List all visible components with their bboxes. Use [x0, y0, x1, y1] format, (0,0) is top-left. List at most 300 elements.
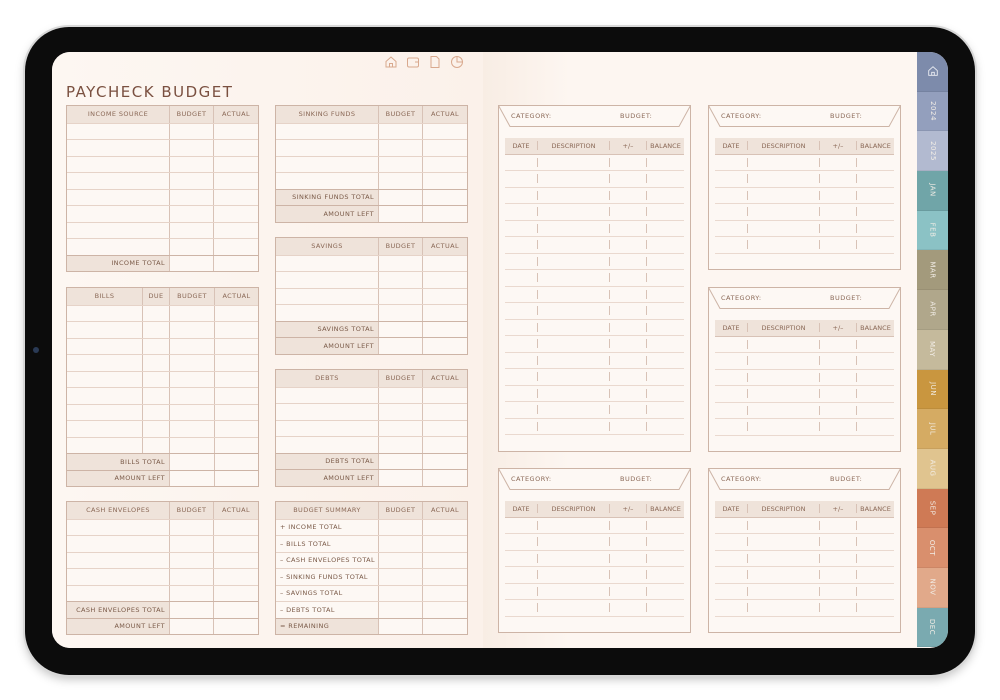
- actual-cell[interactable]: [422, 553, 467, 569]
- ledger-cell[interactable]: [609, 224, 646, 233]
- table-cell[interactable]: [214, 421, 258, 437]
- ledger-cell[interactable]: [505, 570, 537, 579]
- ledger-cell[interactable]: [747, 224, 819, 233]
- budget-cell[interactable]: [378, 190, 422, 206]
- ledger-cell[interactable]: [646, 422, 684, 431]
- table-cell[interactable]: [378, 437, 422, 453]
- ledger-cell[interactable]: [537, 587, 609, 596]
- document-icon[interactable]: [428, 54, 442, 68]
- ledger-cell[interactable]: [537, 191, 609, 200]
- ledger-cell[interactable]: [715, 570, 747, 579]
- ledger-cell[interactable]: [537, 339, 609, 348]
- ledger-cell[interactable]: [609, 422, 646, 431]
- table-cell[interactable]: [67, 421, 142, 437]
- table-cell[interactable]: [169, 173, 213, 189]
- ledger-cell[interactable]: [856, 240, 894, 249]
- budget-cell[interactable]: [169, 602, 213, 618]
- table-cell[interactable]: [67, 190, 169, 206]
- ledger-cell[interactable]: [609, 372, 646, 381]
- tab-may[interactable]: [917, 330, 948, 370]
- ledger-cell[interactable]: [646, 603, 684, 612]
- ledger-cell[interactable]: [505, 521, 537, 530]
- table-cell[interactable]: [213, 223, 258, 239]
- budget-cell[interactable]: [378, 602, 422, 618]
- pie-chart-icon[interactable]: [450, 54, 464, 68]
- ledger-cell[interactable]: [505, 603, 537, 612]
- ledger-cell[interactable]: [537, 356, 609, 365]
- ledger-cell[interactable]: [505, 224, 537, 233]
- ledger-cell[interactable]: [715, 373, 747, 382]
- table-cell[interactable]: [422, 124, 467, 140]
- ledger-cell[interactable]: [609, 323, 646, 332]
- table-cell[interactable]: [422, 404, 467, 420]
- ledger-cell[interactable]: [747, 207, 819, 216]
- table-cell[interactable]: [67, 124, 169, 140]
- ledger-cell[interactable]: [505, 554, 537, 563]
- ledger-cell[interactable]: [646, 389, 684, 398]
- ledger-cell[interactable]: [646, 257, 684, 266]
- tab-jul[interactable]: [917, 409, 948, 449]
- category-label[interactable]: CATEGORY:: [721, 294, 762, 302]
- table-cell[interactable]: [67, 339, 142, 355]
- ledger-cell[interactable]: [646, 405, 684, 414]
- table-cell[interactable]: [169, 157, 213, 173]
- ledger-cell[interactable]: [609, 603, 646, 612]
- ledger-cell[interactable]: [819, 340, 856, 349]
- ledger-cell[interactable]: [609, 191, 646, 200]
- ledger-cell[interactable]: [505, 174, 537, 183]
- ledger-cell[interactable]: [819, 554, 856, 563]
- actual-cell[interactable]: [214, 454, 258, 470]
- ledger-cell[interactable]: [505, 372, 537, 381]
- ledger-cell[interactable]: [715, 554, 747, 563]
- ledger-cell[interactable]: [715, 389, 747, 398]
- ledger-cell[interactable]: [715, 406, 747, 415]
- actual-cell[interactable]: [422, 190, 467, 206]
- ledger-cell[interactable]: [856, 224, 894, 233]
- ledger-cell[interactable]: [715, 224, 747, 233]
- budget-cell[interactable]: [378, 338, 422, 354]
- ledger-cell[interactable]: [646, 174, 684, 183]
- ledger-cell[interactable]: [715, 340, 747, 349]
- ledger-cell[interactable]: [856, 340, 894, 349]
- table-cell[interactable]: [142, 421, 169, 437]
- table-cell[interactable]: [67, 306, 142, 322]
- table-cell[interactable]: [142, 388, 169, 404]
- budget-cell[interactable]: [378, 454, 422, 470]
- ledger-cell[interactable]: [646, 290, 684, 299]
- ledger-cell[interactable]: [856, 158, 894, 167]
- ledger-cell[interactable]: [537, 306, 609, 315]
- ledger-cell[interactable]: [819, 521, 856, 530]
- table-cell[interactable]: [276, 157, 378, 173]
- ledger-cell[interactable]: [537, 554, 609, 563]
- ledger-cell[interactable]: [819, 191, 856, 200]
- table-cell[interactable]: [169, 322, 214, 338]
- tab-oct[interactable]: [917, 528, 948, 568]
- table-cell[interactable]: [378, 140, 422, 156]
- ledger-cell[interactable]: [715, 521, 747, 530]
- ledger-cell[interactable]: [537, 290, 609, 299]
- table-cell[interactable]: [142, 438, 169, 454]
- tab-apr[interactable]: [917, 290, 948, 330]
- actual-cell[interactable]: [422, 454, 467, 470]
- ledger-cell[interactable]: [819, 158, 856, 167]
- table-cell[interactable]: [276, 173, 378, 189]
- tab-home[interactable]: [917, 52, 948, 92]
- ledger-cell[interactable]: [505, 537, 537, 546]
- budget-cell[interactable]: [378, 569, 422, 585]
- ledger-cell[interactable]: [715, 537, 747, 546]
- actual-cell[interactable]: [422, 470, 467, 486]
- table-cell[interactable]: [169, 223, 213, 239]
- table-cell[interactable]: [67, 520, 169, 536]
- table-cell[interactable]: [67, 586, 169, 602]
- ledger-cell[interactable]: [646, 587, 684, 596]
- ledger-cell[interactable]: [646, 356, 684, 365]
- ledger-cell[interactable]: [505, 191, 537, 200]
- ledger-cell[interactable]: [819, 224, 856, 233]
- table-cell[interactable]: [213, 157, 258, 173]
- ledger-cell[interactable]: [646, 537, 684, 546]
- category-label[interactable]: CATEGORY:: [721, 112, 762, 120]
- ledger-cell[interactable]: [505, 257, 537, 266]
- ledger-cell[interactable]: [819, 356, 856, 365]
- table-cell[interactable]: [378, 305, 422, 321]
- ledger-cell[interactable]: [609, 537, 646, 546]
- table-cell[interactable]: [422, 173, 467, 189]
- ledger-cell[interactable]: [505, 207, 537, 216]
- budget-cell[interactable]: [169, 471, 214, 487]
- table-cell[interactable]: [214, 388, 258, 404]
- ledger-cell[interactable]: [505, 158, 537, 167]
- table-cell[interactable]: [378, 256, 422, 272]
- ledger-cell[interactable]: [646, 339, 684, 348]
- budget-cell[interactable]: [378, 536, 422, 552]
- table-cell[interactable]: [142, 405, 169, 421]
- budget-cell[interactable]: [378, 206, 422, 222]
- table-cell[interactable]: [214, 355, 258, 371]
- ledger-cell[interactable]: [747, 356, 819, 365]
- table-cell[interactable]: [378, 173, 422, 189]
- table-cell[interactable]: [422, 157, 467, 173]
- ledger-cell[interactable]: [609, 570, 646, 579]
- table-cell[interactable]: [67, 355, 142, 371]
- ledger-cell[interactable]: [537, 240, 609, 249]
- ledger-cell[interactable]: [747, 537, 819, 546]
- ledger-cell[interactable]: [646, 240, 684, 249]
- table-cell[interactable]: [213, 124, 258, 140]
- ledger-cell[interactable]: [856, 191, 894, 200]
- budget-cell[interactable]: [378, 520, 422, 536]
- ledger-cell[interactable]: [856, 554, 894, 563]
- ledger-cell[interactable]: [819, 570, 856, 579]
- budget-cell[interactable]: [378, 553, 422, 569]
- table-cell[interactable]: [213, 239, 258, 255]
- budget-label[interactable]: BUDGET:: [620, 475, 653, 483]
- ledger-cell[interactable]: [505, 273, 537, 282]
- category-label[interactable]: CATEGORY:: [511, 112, 552, 120]
- ledger-cell[interactable]: [856, 570, 894, 579]
- ledger-cell[interactable]: [537, 521, 609, 530]
- ledger-cell[interactable]: [747, 554, 819, 563]
- budget-cell[interactable]: [378, 470, 422, 486]
- ledger-cell[interactable]: [747, 422, 819, 431]
- table-cell[interactable]: [142, 355, 169, 371]
- ledger-cell[interactable]: [646, 570, 684, 579]
- table-cell[interactable]: [169, 553, 213, 569]
- budget-cell[interactable]: [378, 619, 422, 635]
- table-cell[interactable]: [276, 421, 378, 437]
- ledger-cell[interactable]: [819, 587, 856, 596]
- ledger-cell[interactable]: [505, 290, 537, 299]
- table-cell[interactable]: [169, 536, 213, 552]
- table-cell[interactable]: [169, 372, 214, 388]
- table-cell[interactable]: [213, 206, 258, 222]
- wallet-icon[interactable]: [406, 54, 420, 68]
- ledger-cell[interactable]: [646, 158, 684, 167]
- table-cell[interactable]: [169, 190, 213, 206]
- ledger-cell[interactable]: [715, 207, 747, 216]
- table-cell[interactable]: [213, 520, 258, 536]
- table-cell[interactable]: [67, 173, 169, 189]
- table-cell[interactable]: [169, 306, 214, 322]
- table-cell[interactable]: [422, 272, 467, 288]
- ledger-cell[interactable]: [537, 224, 609, 233]
- ledger-cell[interactable]: [747, 174, 819, 183]
- table-cell[interactable]: [422, 256, 467, 272]
- table-cell[interactable]: [169, 421, 214, 437]
- table-cell[interactable]: [213, 569, 258, 585]
- ledger-cell[interactable]: [856, 373, 894, 382]
- table-cell[interactable]: [169, 124, 213, 140]
- ledger-cell[interactable]: [715, 603, 747, 612]
- table-cell[interactable]: [169, 569, 213, 585]
- table-cell[interactable]: [378, 157, 422, 173]
- table-cell[interactable]: [142, 322, 169, 338]
- ledger-cell[interactable]: [609, 174, 646, 183]
- table-cell[interactable]: [422, 388, 467, 404]
- ledger-cell[interactable]: [537, 174, 609, 183]
- ledger-cell[interactable]: [537, 603, 609, 612]
- ledger-cell[interactable]: [856, 207, 894, 216]
- table-cell[interactable]: [169, 388, 214, 404]
- budget-cell[interactable]: [378, 322, 422, 338]
- table-cell[interactable]: [378, 272, 422, 288]
- ledger-cell[interactable]: [537, 389, 609, 398]
- tab-feb[interactable]: [917, 211, 948, 251]
- actual-cell[interactable]: [422, 586, 467, 602]
- table-cell[interactable]: [67, 388, 142, 404]
- budget-cell[interactable]: [169, 454, 214, 470]
- budget-label[interactable]: BUDGET:: [830, 475, 863, 483]
- actual-cell[interactable]: [214, 471, 258, 487]
- table-cell[interactable]: [214, 438, 258, 454]
- ledger-cell[interactable]: [537, 323, 609, 332]
- ledger-cell[interactable]: [715, 174, 747, 183]
- table-cell[interactable]: [214, 405, 258, 421]
- ledger-cell[interactable]: [715, 158, 747, 167]
- ledger-cell[interactable]: [856, 521, 894, 530]
- table-cell[interactable]: [276, 305, 378, 321]
- ledger-cell[interactable]: [505, 356, 537, 365]
- tab-aug[interactable]: [917, 449, 948, 489]
- home-icon[interactable]: [384, 54, 398, 68]
- ledger-cell[interactable]: [747, 158, 819, 167]
- ledger-cell[interactable]: [537, 257, 609, 266]
- actual-cell[interactable]: [422, 520, 467, 536]
- table-cell[interactable]: [67, 536, 169, 552]
- table-cell[interactable]: [213, 586, 258, 602]
- tab-sep[interactable]: [917, 489, 948, 529]
- table-cell[interactable]: [67, 553, 169, 569]
- ledger-cell[interactable]: [819, 174, 856, 183]
- ledger-cell[interactable]: [646, 323, 684, 332]
- ledger-cell[interactable]: [856, 174, 894, 183]
- ledger-cell[interactable]: [609, 240, 646, 249]
- ledger-cell[interactable]: [747, 603, 819, 612]
- ledger-cell[interactable]: [715, 240, 747, 249]
- ledger-cell[interactable]: [819, 207, 856, 216]
- ledger-cell[interactable]: [646, 207, 684, 216]
- ledger-cell[interactable]: [537, 158, 609, 167]
- ledger-cell[interactable]: [747, 521, 819, 530]
- table-cell[interactable]: [169, 239, 213, 255]
- table-cell[interactable]: [276, 272, 378, 288]
- table-cell[interactable]: [213, 173, 258, 189]
- budget-label[interactable]: BUDGET:: [830, 294, 863, 302]
- actual-cell[interactable]: [422, 619, 467, 635]
- tab-dec[interactable]: [917, 608, 948, 648]
- ledger-cell[interactable]: [505, 405, 537, 414]
- ledger-cell[interactable]: [609, 405, 646, 414]
- ledger-cell[interactable]: [646, 224, 684, 233]
- ledger-cell[interactable]: [609, 273, 646, 282]
- ledger-cell[interactable]: [856, 422, 894, 431]
- table-cell[interactable]: [169, 405, 214, 421]
- table-cell[interactable]: [169, 586, 213, 602]
- table-cell[interactable]: [213, 553, 258, 569]
- ledger-cell[interactable]: [609, 207, 646, 216]
- ledger-cell[interactable]: [609, 290, 646, 299]
- ledger-cell[interactable]: [646, 372, 684, 381]
- table-cell[interactable]: [213, 536, 258, 552]
- ledger-cell[interactable]: [819, 422, 856, 431]
- table-cell[interactable]: [276, 289, 378, 305]
- category-label[interactable]: CATEGORY:: [721, 475, 762, 483]
- ledger-cell[interactable]: [747, 340, 819, 349]
- table-cell[interactable]: [142, 339, 169, 355]
- ledger-cell[interactable]: [537, 537, 609, 546]
- table-cell[interactable]: [276, 388, 378, 404]
- table-cell[interactable]: [67, 206, 169, 222]
- ledger-cell[interactable]: [747, 587, 819, 596]
- budget-label[interactable]: BUDGET:: [830, 112, 863, 120]
- ledger-cell[interactable]: [747, 570, 819, 579]
- ledger-cell[interactable]: [856, 356, 894, 365]
- ledger-cell[interactable]: [609, 554, 646, 563]
- ledger-cell[interactable]: [819, 373, 856, 382]
- ledger-cell[interactable]: [856, 603, 894, 612]
- table-cell[interactable]: [213, 140, 258, 156]
- table-cell[interactable]: [67, 322, 142, 338]
- ledger-cell[interactable]: [609, 521, 646, 530]
- ledger-cell[interactable]: [856, 389, 894, 398]
- ledger-cell[interactable]: [646, 521, 684, 530]
- ledger-cell[interactable]: [715, 422, 747, 431]
- table-cell[interactable]: [276, 140, 378, 156]
- actual-cell[interactable]: [213, 256, 258, 272]
- actual-cell[interactable]: [422, 602, 467, 618]
- tab-2025[interactable]: [917, 131, 948, 171]
- ledger-cell[interactable]: [646, 191, 684, 200]
- ledger-cell[interactable]: [609, 306, 646, 315]
- table-cell[interactable]: [169, 206, 213, 222]
- tab-nov[interactable]: [917, 568, 948, 608]
- actual-cell[interactable]: [422, 206, 467, 222]
- table-cell[interactable]: [67, 157, 169, 173]
- ledger-cell[interactable]: [505, 389, 537, 398]
- table-cell[interactable]: [169, 438, 214, 454]
- ledger-cell[interactable]: [646, 306, 684, 315]
- ledger-cell[interactable]: [856, 406, 894, 415]
- table-cell[interactable]: [276, 124, 378, 140]
- table-cell[interactable]: [276, 404, 378, 420]
- table-cell[interactable]: [67, 405, 142, 421]
- table-cell[interactable]: [214, 306, 258, 322]
- ledger-cell[interactable]: [537, 570, 609, 579]
- tab-jun[interactable]: [917, 370, 948, 410]
- ledger-cell[interactable]: [505, 323, 537, 332]
- table-cell[interactable]: [142, 306, 169, 322]
- ledger-cell[interactable]: [505, 587, 537, 596]
- budget-cell[interactable]: [378, 586, 422, 602]
- tab-mar[interactable]: [917, 250, 948, 290]
- ledger-cell[interactable]: [747, 191, 819, 200]
- ledger-cell[interactable]: [609, 339, 646, 348]
- ledger-cell[interactable]: [537, 372, 609, 381]
- table-cell[interactable]: [378, 124, 422, 140]
- ledger-cell[interactable]: [505, 422, 537, 431]
- tab-2024[interactable]: [917, 92, 948, 132]
- ledger-cell[interactable]: [646, 554, 684, 563]
- ledger-cell[interactable]: [505, 339, 537, 348]
- table-cell[interactable]: [67, 438, 142, 454]
- ledger-cell[interactable]: [747, 373, 819, 382]
- ledger-cell[interactable]: [819, 240, 856, 249]
- table-cell[interactable]: [422, 437, 467, 453]
- budget-cell[interactable]: [169, 619, 213, 635]
- ledger-cell[interactable]: [537, 207, 609, 216]
- table-cell[interactable]: [378, 388, 422, 404]
- ledger-cell[interactable]: [505, 306, 537, 315]
- ledger-cell[interactable]: [819, 389, 856, 398]
- actual-cell[interactable]: [213, 602, 258, 618]
- ledger-cell[interactable]: [747, 406, 819, 415]
- ledger-cell[interactable]: [537, 422, 609, 431]
- table-cell[interactable]: [67, 223, 169, 239]
- actual-cell[interactable]: [422, 338, 467, 354]
- ledger-cell[interactable]: [537, 273, 609, 282]
- ledger-cell[interactable]: [609, 389, 646, 398]
- table-cell[interactable]: [378, 421, 422, 437]
- table-cell[interactable]: [169, 339, 214, 355]
- ledger-cell[interactable]: [537, 405, 609, 414]
- table-cell[interactable]: [67, 372, 142, 388]
- table-cell[interactable]: [169, 520, 213, 536]
- table-cell[interactable]: [214, 339, 258, 355]
- ledger-cell[interactable]: [819, 406, 856, 415]
